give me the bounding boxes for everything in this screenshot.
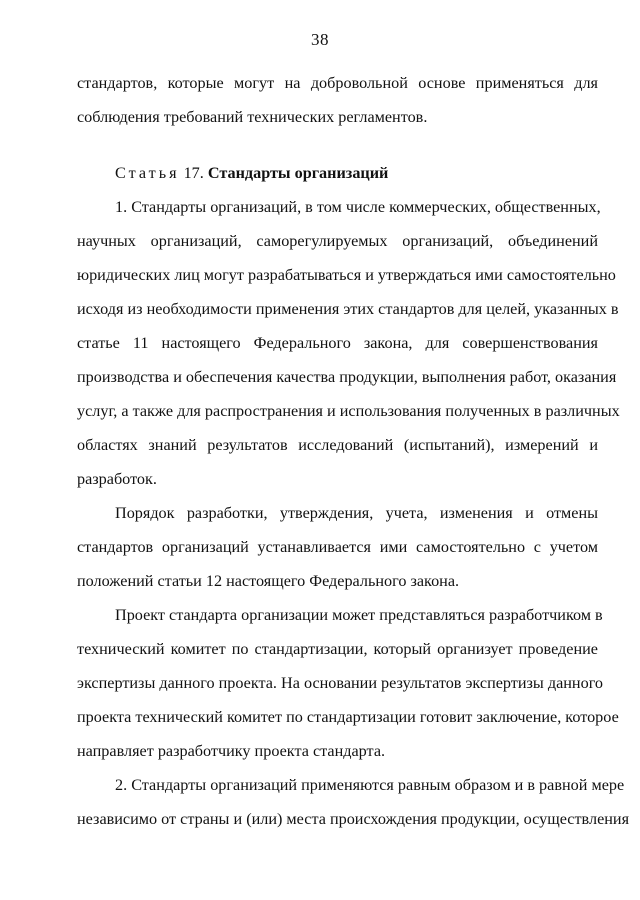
text-line: услуг, а также для распространения и использования полученных в различных <box>77 402 620 420</box>
paragraph-3 <box>77 598 619 768</box>
paragraph-4 <box>77 768 630 836</box>
text-line: исходя из необходимости применения этих стандартов для целей, указанных в <box>77 300 619 318</box>
text-line: областях знаний результатов исследований (испытаний), измерений и <box>77 436 598 454</box>
page-number: 38 <box>311 30 329 49</box>
text-line: стандартов, которые могут на добровольной основе применяться для <box>77 74 598 92</box>
text-line: экспертизы данного проекта. На основании результатов экспертизы данного <box>77 674 604 692</box>
text-line: направляет разработчику проекта стандарта. <box>77 742 386 760</box>
text-line: независимо от страны и (или) места происхождения продукции, осуществления <box>77 810 630 828</box>
text-line: Порядок разработки, утверждения, учета, изменения и отмены <box>115 504 598 522</box>
text-line: положений статьи 12 настоящего Федерального закона. <box>77 572 460 590</box>
paragraph-1 <box>77 190 620 496</box>
paragraph-2 <box>77 496 598 598</box>
article-heading <box>77 156 598 190</box>
article-title: Стандарты организаций <box>207 164 389 182</box>
text-line: 2. Стандарты организаций применяются равным образом и в равной мере <box>115 776 625 794</box>
text-line: научных организаций, саморегулируемых организаций, объединений <box>77 232 598 250</box>
text-line: технический комитет по стандартизации, который организует проведение <box>77 640 598 658</box>
text-line: соблюдения требований технических регламентов. <box>77 108 428 126</box>
text-line: проекта технический комитет по стандартизации готовит заключение, которое <box>77 708 619 726</box>
text-line: юридических лиц могут разрабатываться и утверждаться ими самостоятельно <box>77 266 616 284</box>
text-line: статье 11 настоящего Федерального закона, для совершенствования <box>77 334 598 352</box>
text-line: 1. Стандарты организаций, в том числе коммерческих, общественных, <box>115 198 601 216</box>
paragraph-intro <box>77 66 598 134</box>
document-body <box>77 66 630 836</box>
article-word: Статья <box>115 164 180 182</box>
text-line: разработок. <box>77 470 157 488</box>
text-line: производства и обеспечения качества продукции, выполнения работ, оказания <box>77 368 617 386</box>
text-line: Проект стандарта организации может представляться разработчиком в <box>115 606 603 624</box>
text-line: стандартов организаций устанавливается ими самостоятельно с учетом <box>77 538 598 556</box>
article-number: 17. <box>183 164 204 182</box>
